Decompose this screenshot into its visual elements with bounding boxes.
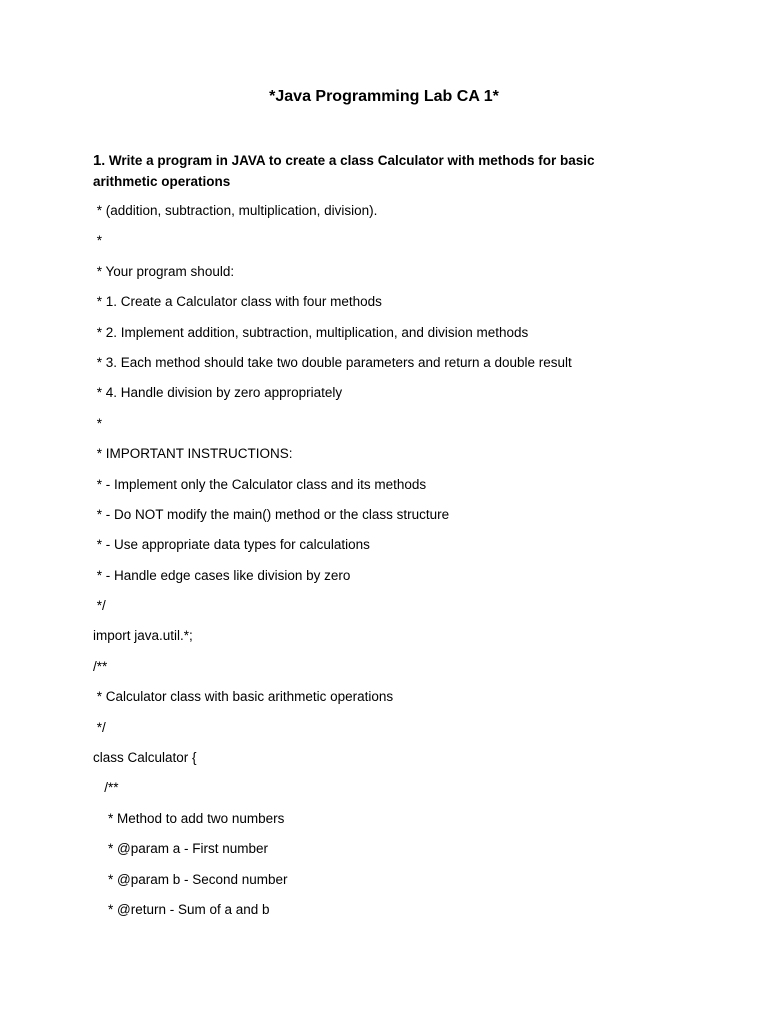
code-line: class Calculator { — [93, 750, 197, 766]
code-line: * 3. Each method should take two double parameters and return a double result — [93, 354, 572, 370]
code-listing — [93, 201, 713, 930]
code-line: * Method to add two numbers — [93, 810, 285, 826]
code-line: * - Use appropriate data types for calculations — [93, 537, 370, 553]
code-line: * — [93, 415, 103, 431]
code-line: * 1. Create a Calculator class with four methods — [93, 294, 382, 310]
code-line: * - Handle edge cases like division by zero — [93, 567, 351, 583]
code-line: */ — [93, 719, 106, 735]
code-line: * Your program should: — [93, 263, 235, 279]
code-line: * IMPORTANT INSTRUCTIONS: — [93, 446, 293, 462]
code-line: /** — [93, 658, 108, 674]
code-line: * (addition, subtraction, multiplication, division). — [93, 203, 378, 218]
code-line: * 2. Implement addition, subtraction, multiplication, and division methods — [93, 324, 529, 340]
code-line: * @param b - Second number — [93, 871, 288, 887]
code-line: * @param a - First number — [93, 841, 268, 857]
code-line: * - Do NOT modify the main() method or the class structure — [93, 506, 450, 522]
code-line: import java.util.*; — [93, 628, 193, 644]
code-line: /** — [93, 780, 119, 796]
question-text: . Write a program in JAVA to create a class Calculator with methods for basic arithmetic operations — [93, 153, 595, 189]
code-line: */ — [93, 598, 106, 614]
code-line: * 4. Handle division by zero appropriately — [93, 385, 343, 401]
code-line: * - Implement only the Calculator class and its methods — [93, 476, 427, 492]
code-line: * @return - Sum of a and b — [93, 901, 270, 917]
question-number: 1 — [93, 152, 102, 169]
code-line: * Calculator class with basic arithmetic operations — [93, 689, 394, 705]
document-title: *Java Programming Lab CA 1* — [269, 88, 499, 105]
code-line: * — [93, 233, 103, 249]
question-heading — [93, 150, 653, 192]
